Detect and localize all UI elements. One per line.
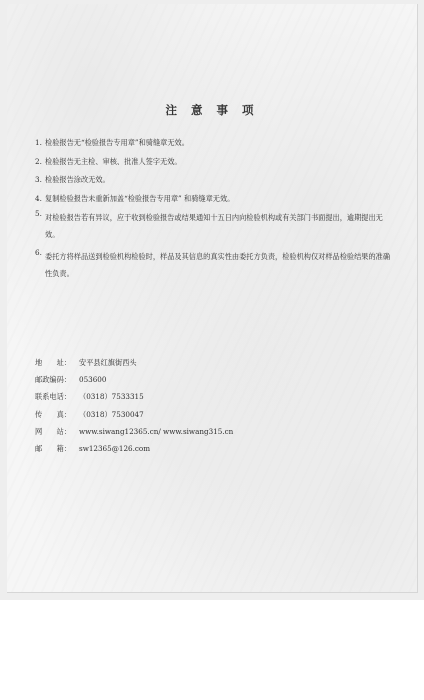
note-number: 5. (35, 208, 42, 218)
address-value: 安平县红旗街西头 (79, 358, 137, 367)
note-item (35, 138, 395, 148)
note-number: 2. (35, 156, 42, 166)
website-row (35, 423, 395, 440)
postcode-row (35, 371, 395, 388)
fax-value: （0318）7530047 (79, 409, 144, 419)
page-title: 注 意 事 项 (165, 103, 259, 117)
phone-label: 联系电话： (35, 392, 71, 402)
note-text: 复制检验报告未重新加盖“检验报告专用章” 和骑缝章无效。 (45, 193, 235, 203)
note-number: 3. (35, 175, 42, 184)
address-row (35, 354, 395, 371)
note-item (35, 194, 395, 204)
note-text: 对检验报告若有异议，应于收到检验报告或结果通知十五日内向检验机构或有关部门书面提出，逾期提出无效。 (45, 212, 383, 239)
note-item (35, 175, 395, 185)
fax-label: 传 真： (35, 409, 71, 419)
fax-row (35, 406, 395, 423)
postcode-label: 邮政编码： (35, 375, 71, 385)
email-row (35, 440, 395, 457)
email-label: 邮 箱： (35, 443, 71, 453)
note-number: 1. (35, 138, 42, 147)
note-text: 委托方将样品送到检验机构检验时，样品及其信息的真实性由委托方负责，检验机构仅对样品检验结果的准确性负责。 (45, 251, 391, 278)
postcode-value: 053600 (79, 375, 107, 385)
note-item (35, 157, 395, 167)
email-value: sw12365@126.com (79, 443, 151, 453)
note-number: 4. (35, 193, 42, 203)
website-label: 网 站： (35, 426, 71, 436)
notes-list (35, 138, 395, 290)
phone-value: （0318）7533315 (79, 392, 144, 402)
note-item (35, 209, 395, 243)
note-text: 检验报告无“检验报告专用章”和骑缝章无效。 (45, 138, 189, 147)
phone-row (35, 388, 395, 405)
note-text: 检验报告无主检、审核、批准人签字无效。 (45, 156, 182, 166)
note-number: 6. (35, 247, 42, 257)
website-value: www.siwang12365.cn/ www.siwang315.cn (79, 426, 234, 436)
note-item (35, 248, 395, 282)
contact-info (35, 354, 395, 457)
address-label: 地 址： (35, 358, 71, 367)
note-text: 检验报告涂改无效。 (45, 175, 110, 184)
document-page (7, 4, 418, 593)
